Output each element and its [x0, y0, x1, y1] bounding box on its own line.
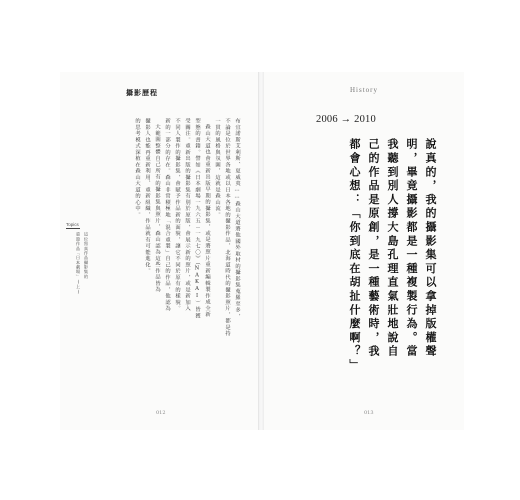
right-running-head: History [350, 86, 378, 94]
year-range: 2006 → 2010 [316, 114, 376, 125]
left-page-number: 012 [156, 410, 166, 416]
topics-label: Topics [66, 222, 79, 227]
left-page [60, 72, 259, 430]
quote-line-5: 都會心想：「你到底在胡扯什麼啊？」 [348, 138, 361, 373]
quote-line-3: 我聽到別人撐大島孔理直氣壯地說自 [386, 138, 399, 359]
body-line-5: 型態的書籍。譬如《日本劇場一九六五－一九七〇》（NAKAI）皆獲 [194, 118, 200, 319]
quote-line-4: 己的作品是原創，是一種藝術時，我 [367, 138, 380, 359]
body-line-2: 不論是位於世界各地或以日本各地的攝影作品，北海道時代的攝影照片，都是持 [224, 118, 230, 337]
topics-divider [66, 228, 80, 229]
body-line-9: 大範圍整體自己所有的攝影集與照片，森山認為這些作品皆為 [154, 124, 160, 293]
body-line-7: 不同人製作的攝影集，會賦予作品新的面貌，讓它不同於原有的樣貌。 [174, 118, 180, 312]
topics-line-1: 這位寫真作品攝影集的 [84, 232, 89, 279]
left-running-head: 攝影歷程 [126, 88, 158, 97]
body-line-10: 攝影人也能再重新利用、重新組織，作品就有可能進化。 [144, 118, 150, 275]
right-page [264, 72, 464, 430]
right-page-number: 013 [364, 410, 374, 416]
body-line-11: 的思考模式深植在森山大道的心中。 [134, 118, 140, 218]
body-line-8: 新的一部分的存在。森山非常積極地「混合重製」自己的作品，他認為 [164, 118, 170, 312]
body-line-1: 布宜諾斯艾利斯、夏威夷……森山大道將他國外取材的攝影集蒐羅至多， [234, 118, 240, 320]
quote-line-2: 明，畢竟攝影都是一種複製行為。當 [405, 138, 418, 359]
quote-line-1: 說真的，我的攝影集可以拿掉版權聲 [424, 138, 437, 359]
body-line-3: 一貫的風格與氛圍，這就是森山流。 [214, 118, 220, 218]
body-line-4: 森山大道也會重新出版早期的攝影集，或是將照片重新編輯製作成全新 [204, 124, 210, 318]
body-line-6: 受關注。重新出版的攝影集有別於原版，會展示新的照片，或是新加入 [184, 118, 190, 312]
topics-line-2: 重遊作品「日本劇場」(上) [76, 232, 81, 295]
